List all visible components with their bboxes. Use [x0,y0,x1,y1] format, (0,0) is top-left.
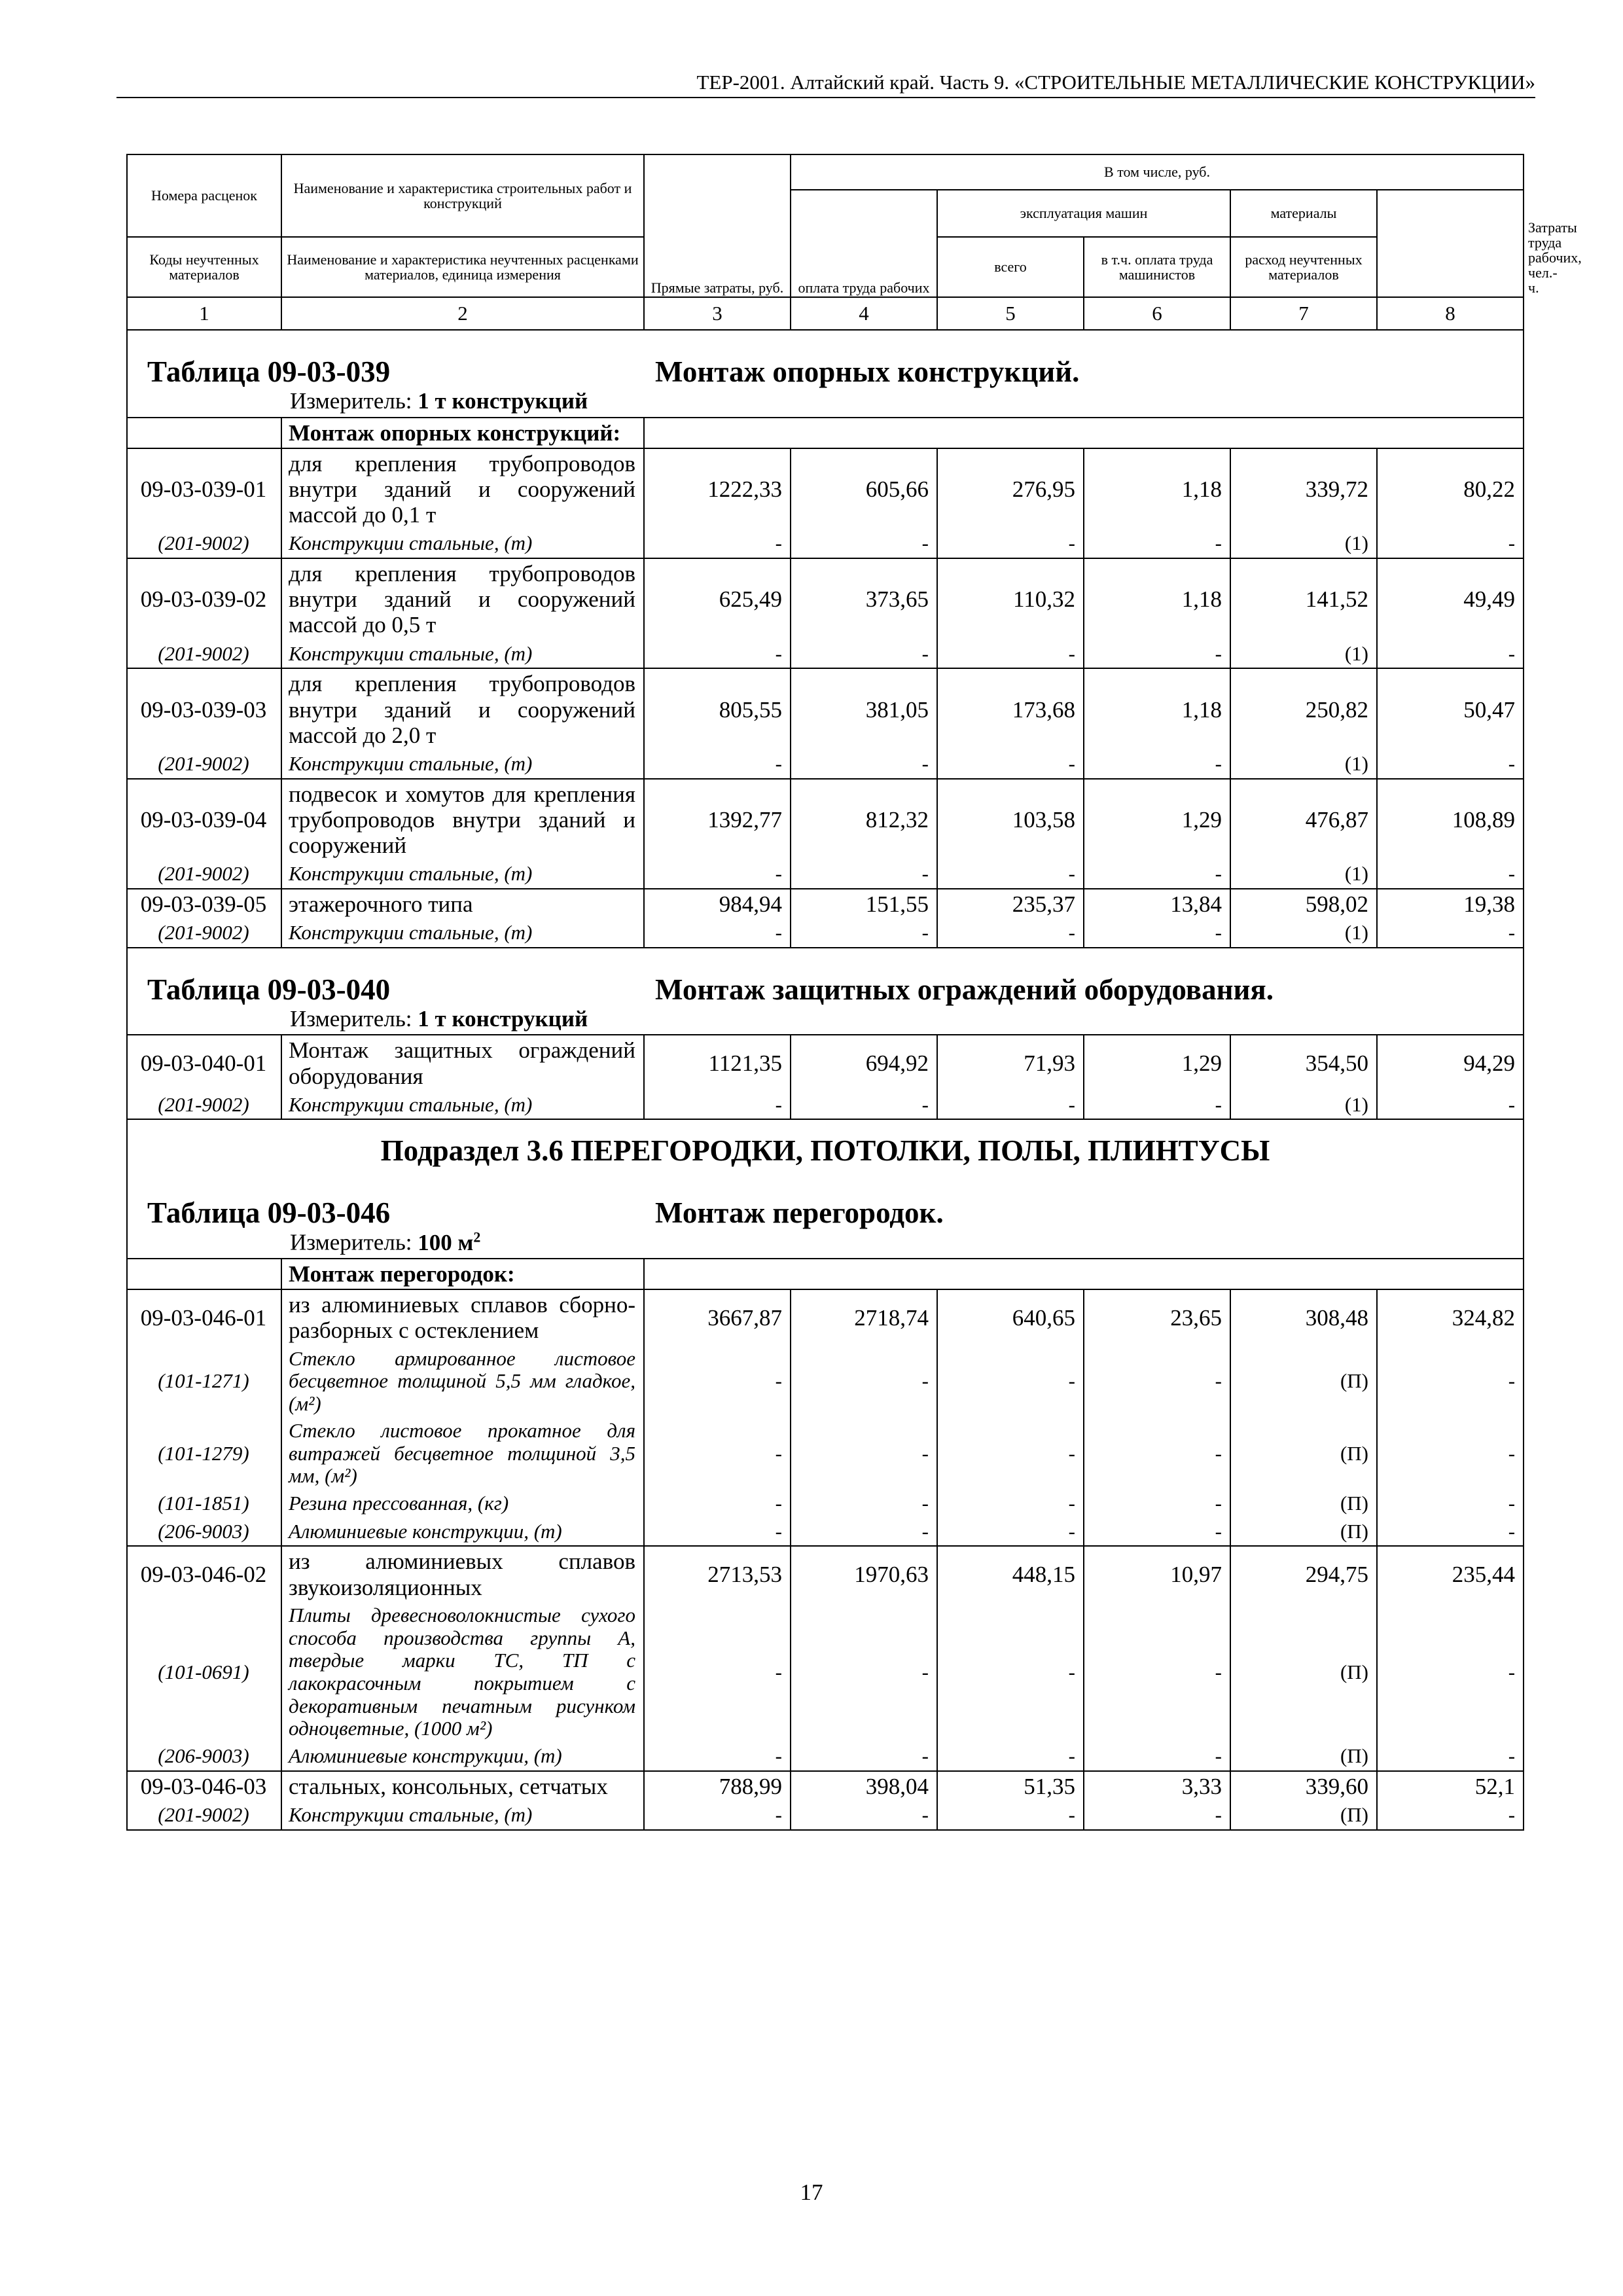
material-value: (1) [1230,860,1377,889]
material-value: - [644,919,791,948]
material-row [127,1518,1524,1547]
material-name: Плиты древесноволокнистые сухого способа производства группы А, твердые марки ТС, ТП с лакокрасочным покрытием с декоративным печатным рисунком одноцветные, (1000 м²) [281,1602,644,1742]
material-value: - [644,860,791,889]
material-value: - [1084,529,1230,558]
material-name: Резина прессованная, (кг) [281,1490,644,1518]
rate-row [127,779,1524,861]
rate-value: 398,04 [791,1771,937,1801]
material-value: - [937,1490,1084,1518]
header-direct-costs: Прямые затраты, руб. [644,154,791,297]
rate-value: 50,47 [1377,668,1524,750]
rate-value: 476,87 [1230,779,1377,861]
material-name: Конструкции стальные, (т) [281,1801,644,1830]
material-name: Конструкции стальные, (т) [281,1091,644,1120]
rows-039 [127,448,1524,948]
material-value: - [937,919,1084,948]
header-unaccounted-materials: расход неучтенных материалов [1230,237,1377,297]
material-value: - [1377,640,1524,669]
group-label: Монтаж перегородок: [281,1259,644,1289]
header-name-bottom: Наименование и характеристика неучтенных расценками материалов, единица измерения [281,237,644,297]
rate-row [127,1771,1524,1801]
rate-value: 984,94 [644,889,791,919]
section-table-046 [127,1119,1524,1289]
rate-code: 09-03-039-03 [127,668,281,750]
material-value: (П) [1230,1418,1377,1490]
table-unit: Измеритель: 1 т конструкций [290,388,588,414]
header-code-bottom: Коды неучтенных материалов [127,237,281,297]
header-machinists-pay: в т.ч. оплата труда машинистов [1084,237,1230,297]
group-label: Монтаж опорных конструкций: [281,418,644,448]
rate-row [127,1289,1524,1345]
rate-value: 1,18 [1084,558,1230,640]
table-title: Монтаж опорных конструкций. [655,355,1080,388]
material-value: - [791,1418,937,1490]
rate-name: стальных, консольных, сетчатых [281,1771,644,1801]
material-value: - [791,640,937,669]
rate-value: 339,60 [1230,1771,1377,1801]
material-value: - [1377,1490,1524,1518]
material-value: - [644,1602,791,1742]
material-value: - [644,529,791,558]
rows-046 [127,1289,1524,1829]
material-row [127,750,1524,779]
rate-row [127,558,1524,640]
rate-value: 250,82 [1230,668,1377,750]
material-row [127,640,1524,669]
rate-value: 110,32 [937,558,1084,640]
rate-value: 80,22 [1377,448,1524,530]
rate-name: этажерочного типа [281,889,644,919]
material-value: - [1377,919,1524,948]
rate-value: 51,35 [937,1771,1084,1801]
rate-value: 1222,33 [644,448,791,530]
material-value: - [791,1490,937,1518]
rate-name: Монтаж защитных ограждений оборудования [281,1035,644,1090]
material-row [127,1418,1524,1490]
material-value: - [1084,1346,1230,1418]
header-machines-total: всего [937,237,1084,297]
material-name: Алюминиевые конструкции, (т) [281,1742,644,1771]
material-name: Конструкции стальные, (т) [281,529,644,558]
material-value: - [791,1346,937,1418]
rate-code: 09-03-039-04 [127,779,281,861]
col-num-2: 2 [281,297,644,330]
rate-code: 09-03-046-02 [127,1546,281,1602]
material-value: - [644,1346,791,1418]
material-value: (П) [1230,1518,1377,1547]
material-code: (101-0691) [127,1602,281,1742]
rate-value: 23,65 [1084,1289,1230,1345]
material-value: - [1084,919,1230,948]
rate-row [127,1546,1524,1602]
material-row [127,1742,1524,1771]
material-value: (1) [1230,1091,1377,1120]
rate-code: 09-03-039-05 [127,889,281,919]
rate-code: 09-03-039-02 [127,558,281,640]
material-value: - [937,750,1084,779]
col-num-7: 7 [1230,297,1377,330]
material-code: (201-9002) [127,1091,281,1120]
rate-value: 141,52 [1230,558,1377,640]
rate-value: 3,33 [1084,1771,1230,1801]
material-row [127,529,1524,558]
material-value: (П) [1230,1346,1377,1418]
rate-row [127,889,1524,919]
table-title: Монтаж защитных ограждений оборудования. [655,973,1274,1006]
col-num-3: 3 [644,297,791,330]
material-value: - [644,1742,791,1771]
rate-row [127,668,1524,750]
material-value: - [791,750,937,779]
rate-value: 812,32 [791,779,937,861]
material-name: Алюминиевые конструкции, (т) [281,1518,644,1547]
material-value: - [937,640,1084,669]
material-value: - [1377,1418,1524,1490]
material-name: Конструкции стальные, (т) [281,640,644,669]
col-num-4: 4 [791,297,937,330]
material-value: - [937,1742,1084,1771]
col-num-8: 8 [1377,297,1524,330]
rate-name: для крепления трубопроводов внутри зданий и сооружений массой до 0,5 т [281,558,644,640]
material-value: - [1377,1742,1524,1771]
table-unit: Измеритель: 100 $м^2$ [290,1229,481,1255]
page-number: 17 [800,2179,823,2205]
material-value: - [644,1091,791,1120]
rate-value: 640,65 [937,1289,1084,1345]
material-value: (1) [1230,750,1377,779]
rate-code: 09-03-046-01 [127,1289,281,1345]
section-table-039 [127,330,1524,448]
rate-value: 10,97 [1084,1546,1230,1602]
material-value: - [791,1742,937,1771]
material-value: - [937,1346,1084,1418]
material-code: (201-9002) [127,640,281,669]
material-value: - [644,1801,791,1830]
material-row [127,1091,1524,1120]
material-name: Стекло армированное листовое бесцветное толщиной 5,5 мм гладкое, (м²) [281,1346,644,1418]
material-value: - [1377,1091,1524,1120]
material-row [127,860,1524,889]
rate-code: 09-03-040-01 [127,1035,281,1090]
section-table-040 [127,948,1524,1035]
header-code-top: Номера расценок [127,154,281,237]
rate-value: 381,05 [791,668,937,750]
material-value: - [1084,1091,1230,1120]
rate-code: 09-03-039-01 [127,448,281,530]
material-code: (201-9002) [127,919,281,948]
rows-040 [127,1035,1524,1119]
col-num-5: 5 [937,297,1084,330]
material-name: Стекло листовое прокатное для витражей бесцветное толщиной 3,5 мм, (м²) [281,1418,644,1490]
rate-value: 94,29 [1377,1035,1524,1090]
rate-value: 1970,63 [791,1546,937,1602]
material-value: - [791,919,937,948]
rate-value: 1,29 [1084,779,1230,861]
rate-value: 49,49 [1377,558,1524,640]
material-code: (201-9002) [127,529,281,558]
material-code: (201-9002) [127,1801,281,1830]
rate-value: 1,29 [1084,1035,1230,1090]
material-value: - [1084,1418,1230,1490]
rate-value: 1392,77 [644,779,791,861]
rate-row [127,1035,1524,1090]
material-value: - [1084,1518,1230,1547]
rate-value: 173,68 [937,668,1084,750]
material-value: - [937,1418,1084,1490]
table-unit: Измеритель: 1 т конструкций [290,1006,588,1032]
rate-value: 235,44 [1377,1546,1524,1602]
table-id: Таблица 09-03-046 [147,1196,391,1229]
material-value: - [791,1801,937,1830]
material-name: Конструкции стальные, (т) [281,750,644,779]
rate-value: 108,89 [1377,779,1524,861]
material-value: (1) [1230,640,1377,669]
rates-table [126,154,1582,1831]
material-name: Конструкции стальные, (т) [281,919,644,948]
material-value: - [1377,750,1524,779]
col-num-6: 6 [1084,297,1230,330]
rate-value: 339,72 [1230,448,1377,530]
rate-value: 13,84 [1084,889,1230,919]
rate-value: 2718,74 [791,1289,937,1345]
material-code: (101-1271) [127,1346,281,1418]
rate-value: 598,02 [1230,889,1377,919]
material-value: - [937,1801,1084,1830]
material-value: (1) [1230,919,1377,948]
material-name: Конструкции стальные, (т) [281,860,644,889]
rate-value: 276,95 [937,448,1084,530]
material-value: - [1377,529,1524,558]
material-value: - [937,529,1084,558]
rate-code: 09-03-046-03 [127,1771,281,1801]
rate-value: 19,38 [1377,889,1524,919]
material-value: - [644,640,791,669]
material-value: - [791,1602,937,1742]
rate-value: 1,18 [1084,668,1230,750]
material-value: - [1084,1742,1230,1771]
rate-value: 2713,53 [644,1546,791,1602]
material-value: - [1084,1602,1230,1742]
table-header: Номера расценок Наименование и характеристика строительных работ и конструкций Прямые затраты, руб. В том числе, руб. Затраты труда рабочих, чел.-ч. оплата труда рабочих эксплуатация машин материалы Коды неучтенных материалов Наименование и характеристика неучтенных расценками материалов, единица измерения всего в т.ч. оплата труда машинистов расход неучтенных материалов 1 2 3 4 5 6 7 8 [127,154,1524,330]
material-code: (101-1279) [127,1418,281,1490]
rate-value: 324,82 [1377,1289,1524,1345]
material-value: - [1377,1801,1524,1830]
rate-value: 373,65 [791,558,937,640]
material-code: (206-9003) [127,1742,281,1771]
rate-name: из алюминиевых сплавов сборно-разборных с остеклением [281,1289,644,1345]
material-row [127,919,1524,948]
rate-value: 448,15 [937,1546,1084,1602]
rate-value: 354,50 [1230,1035,1377,1090]
material-value: - [791,860,937,889]
rate-value: 52,1 [1377,1771,1524,1801]
material-code: (101-1851) [127,1490,281,1518]
rate-value: 294,75 [1230,1546,1377,1602]
rate-value: 3667,87 [644,1289,791,1345]
rate-value: 151,55 [791,889,937,919]
rate-value: 103,58 [937,779,1084,861]
rate-value: 1,18 [1084,448,1230,530]
material-value: - [937,860,1084,889]
rate-value: 625,49 [644,558,791,640]
material-code: (201-9002) [127,750,281,779]
header-incl: В том числе, руб. [791,154,1524,190]
running-header: ТЕР-2001. Алтайский край. Часть 9. «СТРОИТЕЛЬНЫЕ МЕТАЛЛИЧЕСКИЕ КОНСТРУКЦИИ» [116,71,1535,98]
rate-value: 1121,35 [644,1035,791,1090]
material-row [127,1602,1524,1742]
material-value: - [644,1490,791,1518]
material-code: (201-9002) [127,860,281,889]
material-code: (206-9003) [127,1518,281,1547]
material-value: - [937,1091,1084,1120]
material-value: (П) [1230,1742,1377,1771]
rate-name: для крепления трубопроводов внутри зданий и сооружений массой до 0,1 т [281,448,644,530]
header-labor-pay: оплата труда рабочих [791,190,937,297]
subsection-title: Подраздел 3.6 ПЕРЕГОРОДКИ, ПОТОЛКИ, ПОЛЫ, ПЛИНТУСЫ [380,1134,1270,1168]
material-value: - [1084,1490,1230,1518]
table-id: Таблица 09-03-040 [147,973,391,1006]
material-value: (П) [1230,1490,1377,1518]
col-num-1: 1 [127,297,281,330]
header-materials: материалы [1230,190,1377,237]
material-value: (1) [1230,529,1377,558]
material-value: - [1377,860,1524,889]
material-value: - [1084,750,1230,779]
material-value: - [1084,860,1230,889]
material-value: - [644,1418,791,1490]
material-value: - [644,1518,791,1547]
material-value: - [1084,1801,1230,1830]
material-row [127,1801,1524,1830]
rate-name: для крепления трубопроводов внутри зданий и сооружений массой до 2,0 т [281,668,644,750]
material-value: - [1084,640,1230,669]
rate-name: из алюминиевых сплавов звукоизоляционных [281,1546,644,1602]
material-row [127,1490,1524,1518]
header-name-top: Наименование и характеристика строительных работ и конструкций [281,154,644,237]
rate-row [127,448,1524,530]
material-value: - [937,1518,1084,1547]
material-value: - [791,529,937,558]
material-value: - [644,750,791,779]
table-id: Таблица 09-03-039 [147,355,391,388]
header-machines: эксплуатация машин [937,190,1230,237]
rate-value: 788,99 [644,1771,791,1801]
material-value: (П) [1230,1801,1377,1830]
rate-value: 694,92 [791,1035,937,1090]
material-value: - [937,1602,1084,1742]
rate-name: подвесок и хомутов для крепления трубопроводов внутри зданий и сооружений [281,779,644,861]
material-value: - [791,1091,937,1120]
table-title: Монтаж перегородок. [655,1196,944,1229]
rate-value: 805,55 [644,668,791,750]
material-value: - [1377,1518,1524,1547]
rate-value: 71,93 [937,1035,1084,1090]
material-value: - [791,1518,937,1547]
material-value: (П) [1230,1602,1377,1742]
rate-value: 605,66 [791,448,937,530]
material-value: - [1377,1346,1524,1418]
material-row [127,1346,1524,1418]
rate-value: 308,48 [1230,1289,1377,1345]
rate-value: 235,37 [937,889,1084,919]
material-value: - [1377,1602,1524,1742]
